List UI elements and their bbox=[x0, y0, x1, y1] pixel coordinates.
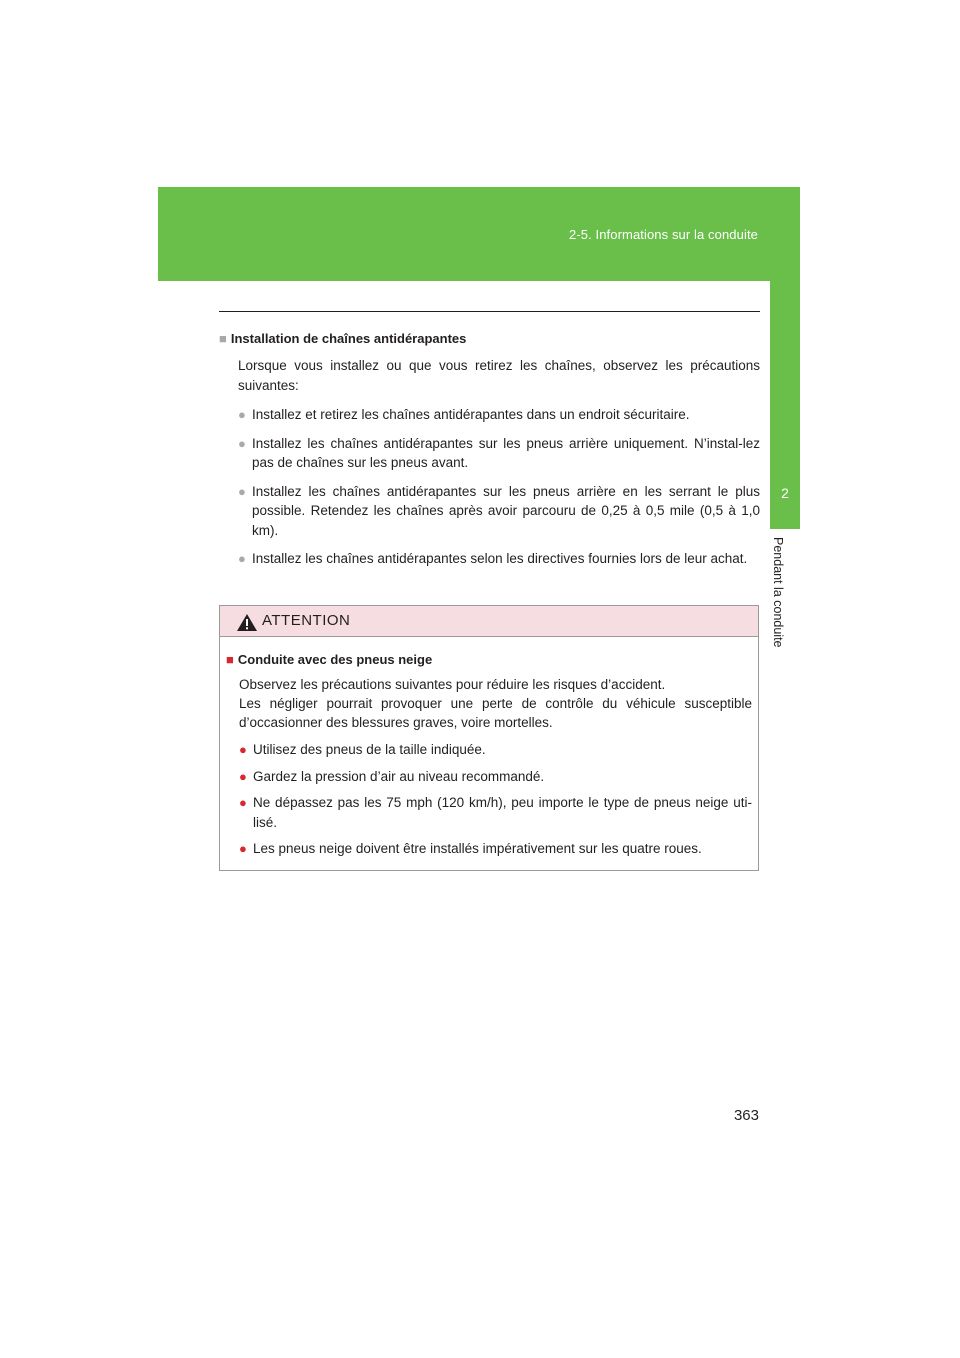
warning-heading-text: Conduite avec des pneus neige bbox=[237, 652, 433, 667]
list-item bbox=[238, 482, 760, 541]
warning-triangle-icon bbox=[237, 614, 257, 631]
list-item-text: Installez les chaînes antidérapantes sur les pneus arrière en les serrant le plus possible. Retendez les chaînes après avoir parcouru de 0,25 à 0,5 mile (0,5 à 1,0 km). bbox=[252, 483, 760, 538]
list-item bbox=[239, 767, 752, 787]
circle-bullet-icon: ● bbox=[238, 435, 246, 451]
list-item-text: Utilisez des pneus de la taille indiquée. bbox=[253, 742, 486, 757]
warning-text bbox=[239, 675, 752, 732]
header-rule bbox=[219, 311, 760, 312]
chains-section bbox=[219, 330, 760, 578]
warning-body bbox=[220, 637, 758, 859]
chapter-label bbox=[771, 537, 793, 667]
list-item bbox=[239, 740, 752, 760]
list-item-text: Ne dépassez pas les 75 mph (120 km/h), peu importe le type de pneus neige uti-lisé. bbox=[253, 795, 752, 830]
chapter-tab bbox=[770, 281, 800, 529]
chains-intro: Lorsque vous installez ou que vous retirez les chaînes, observez les précautions suivantes: bbox=[238, 358, 760, 393]
chapter-label-text: Pendant la conduite bbox=[771, 537, 785, 648]
warning-line-1: Observez les précautions suivantes pour réduire les risques d’accident. bbox=[239, 677, 666, 692]
circle-bullet-icon: ● bbox=[239, 795, 247, 810]
circle-bullet-icon: ● bbox=[238, 407, 246, 422]
warning-line-2: Les négliger pourrait provoquer une perte de contrôle du véhicule susceptible d’occasionner des blessures graves, voire mortelles. bbox=[239, 696, 752, 730]
square-bullet-icon: ■ bbox=[226, 652, 234, 667]
section-title: 2-5. Informations sur la conduite bbox=[568, 227, 758, 242]
list-item bbox=[239, 839, 752, 859]
circle-bullet-icon: ● bbox=[239, 841, 247, 856]
warning-heading bbox=[226, 651, 752, 669]
list-item-text: Gardez la pression d’air au niveau recommandé. bbox=[253, 768, 545, 784]
circle-bullet-icon: ● bbox=[239, 742, 247, 757]
chains-heading-text: Installation de chaînes antidérapantes bbox=[230, 331, 467, 346]
list-item bbox=[238, 549, 760, 569]
list-item-text: Installez les chaînes antidérapantes sur les pneus arrière uniquement. N’instal-lez pas de chaînes sur les pneus avant. bbox=[252, 435, 760, 470]
list-item-text: Les pneus neige doivent être installés impérativement sur les quatre roues. bbox=[253, 841, 702, 856]
warning-box bbox=[219, 605, 759, 871]
circle-bullet-icon: ● bbox=[239, 768, 247, 784]
circle-bullet-icon: ● bbox=[238, 551, 246, 566]
warning-header bbox=[220, 606, 758, 637]
page-number: 363 bbox=[733, 1107, 759, 1124]
list-item bbox=[238, 434, 760, 473]
circle-bullet-icon: ● bbox=[238, 483, 246, 499]
chapter-number: 2 bbox=[781, 485, 789, 501]
square-bullet-icon: ■ bbox=[219, 331, 227, 346]
header-band bbox=[158, 187, 800, 281]
chains-heading bbox=[219, 330, 760, 348]
warning-title: ATTENTION bbox=[262, 612, 351, 629]
list-item-text: Installez les chaînes antidérapantes selon les directives fournies lors de leur achat. bbox=[252, 551, 748, 566]
list-item bbox=[238, 405, 760, 425]
list-item-text: Installez et retirez les chaînes antidérapantes dans un endroit sécuritaire. bbox=[252, 407, 690, 422]
list-item bbox=[239, 793, 752, 832]
